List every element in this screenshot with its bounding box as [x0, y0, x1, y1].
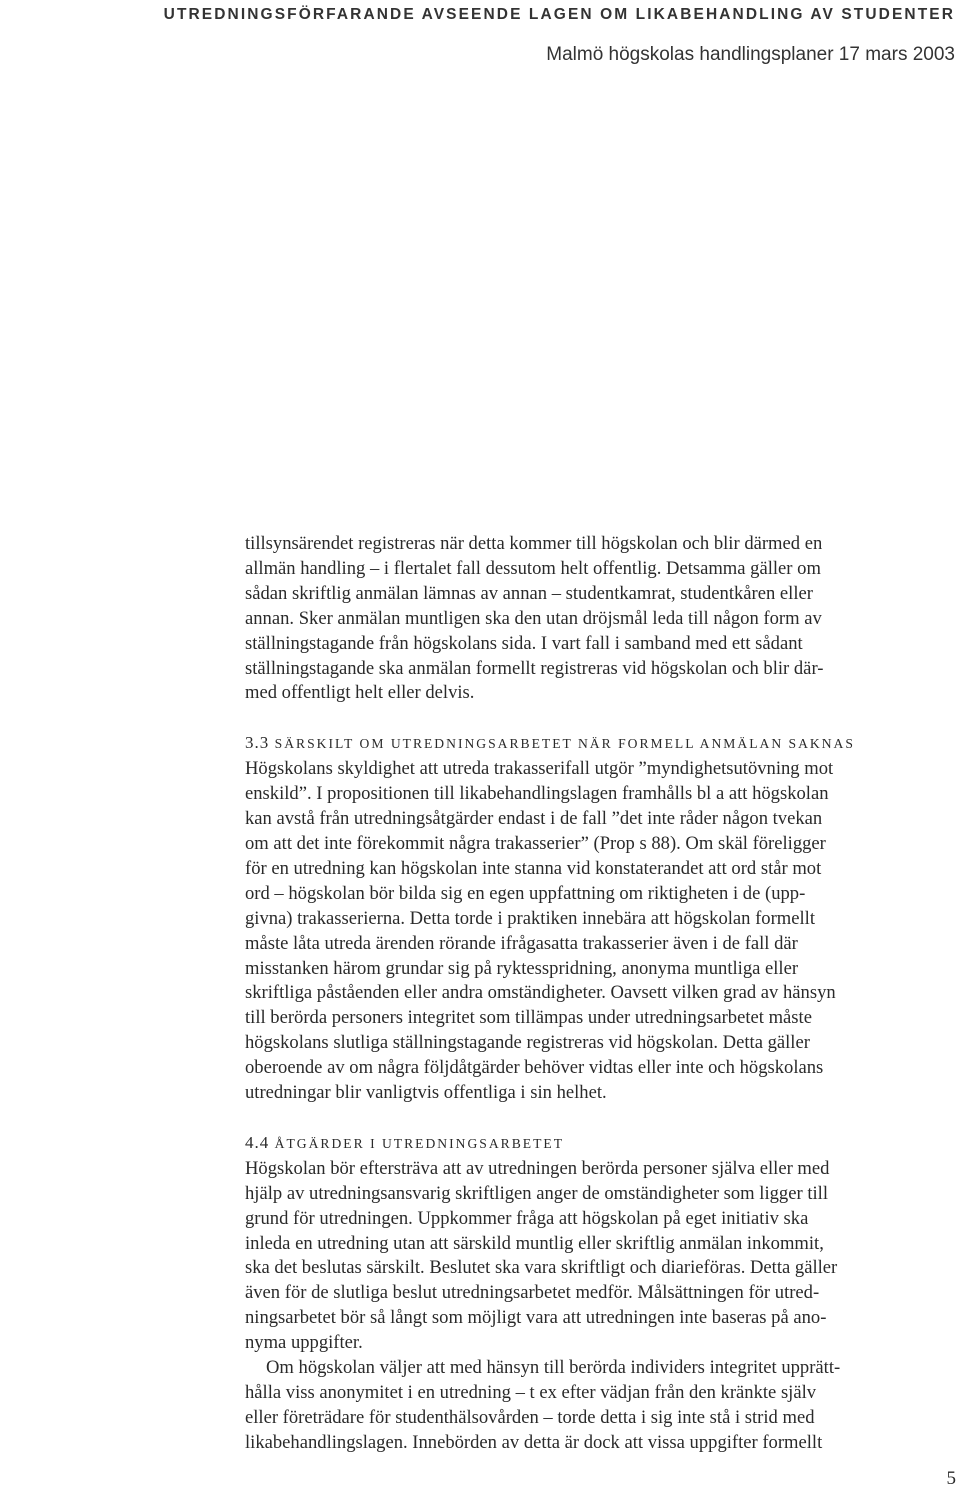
section-4-4-paragraph-2 — [245, 1356, 960, 1456]
section-heading-4-4 — [245, 1131, 960, 1157]
text-line: Högskolan bör eftersträva att av utredningen berörda personer själva eller med — [245, 1157, 830, 1179]
text-line: grund för utredningen. Uppkommer fråga att högskolan på eget initiativ ska — [245, 1207, 809, 1229]
section-4-4-paragraph-1 — [245, 1157, 960, 1356]
section-3-3-paragraph — [245, 757, 960, 1106]
text-line: enskild”. I propositionen till likabehandlingslagen framhålls bl a att högskolan — [245, 783, 829, 805]
section-title: SÄRSKILT OM UTREDNINGSARBETET NÄR FORMELL ANMÄLAN SAKNAS — [274, 736, 855, 752]
text-line: med offentligt helt eller delvis. — [245, 682, 475, 704]
text-line: om att det inte förekommit några trakasserier” (Prop s 88). Om skäl föreligger — [245, 832, 826, 854]
text-line: tillsynsärendet registreras när detta kommer till högskolan och blir därmed en — [245, 533, 823, 554]
text-line: utredningar blir vanligtvis offentliga i sin helhet. — [245, 1082, 607, 1104]
text-line: ska det beslutas särskilt. Beslutet ska vara skriftligt och diarieföras. Detta gäller — [245, 1257, 838, 1279]
text-line: ställningstagande från högskolans sida. I vart fall i samband med ett sådant — [245, 632, 803, 654]
text-line: likabehandlingslagen. Innebörden av detta är dock att vissa uppgifter formellt — [245, 1431, 823, 1453]
page-number: 5 — [946, 1468, 956, 1489]
text-line: givna) trakasserierna. Detta torde i praktiken innebära att högskolan formellt — [245, 907, 815, 929]
text-line: eller företrädare för studenthälsovården – torde detta i sig inte stå i strid med — [245, 1406, 815, 1428]
page-body — [245, 532, 960, 1456]
text-line: högskolans slutliga ställningstagande registreras vid högskolan. Detta gäller — [245, 1032, 810, 1054]
text-line: inleda en utredning utan att särskild muntlig eller skriftlig anmälan inkommit, — [245, 1232, 824, 1254]
text-line: även för de slutliga beslut utredningsarbetet medför. Målsättningen för utred- — [245, 1282, 820, 1304]
text-line: till berörda personers integritet som tillämpas under utredningsarbetet måste — [245, 1007, 812, 1029]
text-line: oberoende av om några följdåtgärder behöver vidtas eller inte och högskolans — [245, 1057, 824, 1079]
section-number: 3.3 — [245, 733, 270, 753]
section-number: 4.4 — [245, 1132, 270, 1152]
text-line: allmän handling – i flertalet fall dessutom helt offentlig. Detsamma gäller om — [245, 557, 821, 579]
text-line: misstanken härom grundar sig på ryktesspridning, anonyma muntliga eller — [245, 957, 799, 979]
document-subtitle: Malmö högskolas handlingsplaner 17 mars 2003 — [546, 44, 955, 65]
section-title: ÅTGÄRDER I UTREDNINGSARBETET — [274, 1135, 565, 1151]
text-line: kan avstå från utredningsåtgärder endast i de fall ”det inte råder någon tvekan — [245, 808, 823, 830]
text-line: ord – högskolan bör bilda sig en egen uppfattning om riktigheten i de (upp- — [245, 882, 806, 904]
text-line: ningsarbetet bör så långt som möjligt vara att utredningen inte baseras på ano- — [245, 1307, 827, 1329]
text-line: skriftliga påståenden eller andra omständigheter. Oavsett vilken grad av hänsyn — [245, 982, 836, 1004]
text-line: för en utredning kan högskolan inte stanna vid konstaterandet att ord står mot — [245, 857, 822, 879]
text-line: annan. Sker anmälan muntligen ska den utan dröjsmål leda till någon form av — [245, 607, 822, 629]
running-title: UTREDNINGSFÖRFARANDE AVSEENDE LAGEN OM LIKABEHANDLING AV STUDENTER — [163, 6, 955, 23]
text-line: ställningstagande ska anmälan formellt registreras vid högskolan och blir där- — [245, 657, 824, 679]
text-line: hålla viss anonymitet i en utredning – t ex efter vädjan från den kränkte själv — [245, 1382, 817, 1403]
section-heading-3-3 — [245, 731, 960, 757]
text-line: nyma uppgifter. — [245, 1332, 363, 1354]
intro-paragraph — [245, 532, 960, 706]
text-line: hjälp av utredningsansvarig skriftligen anger de omständigheter som ligger till — [245, 1182, 828, 1204]
text-line: måste låta utreda ärenden rörande ifrågasatta trakasserier även i de fall där — [245, 932, 798, 954]
text-line: Om högskolan väljer att med hänsyn till berörda individers integritet upprätt- — [266, 1357, 841, 1379]
text-line: sådan skriftlig anmälan lämnas av annan – studentkamrat, studentkåren eller — [245, 582, 813, 604]
text-line: Högskolans skyldighet att utreda trakasserifall utgör ”myndighetsutövning mot — [245, 758, 834, 780]
